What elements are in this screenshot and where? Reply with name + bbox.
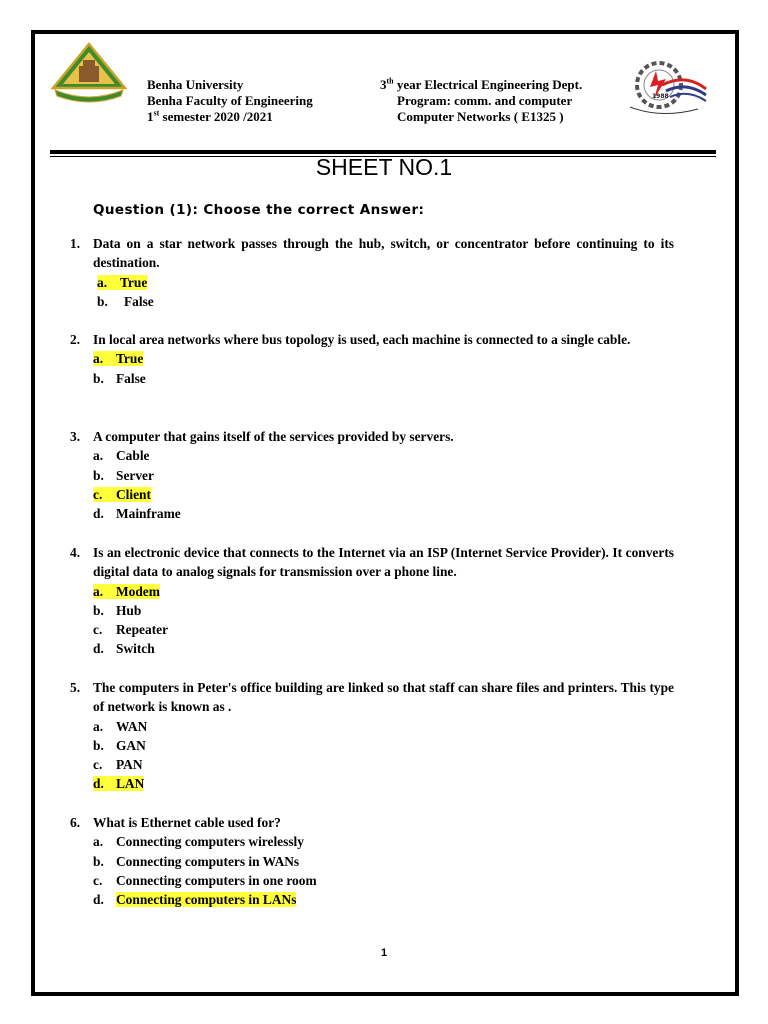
- university-name: Benha University: [147, 77, 244, 92]
- option-a: a. Connecting computers wirelessly: [93, 834, 304, 850]
- correct-answer-highlight: a. True: [93, 351, 144, 367]
- option-b: b. Hub: [93, 602, 142, 618]
- question-stem: The computers in Peter's office building are linked so that staff can share files and printers. This type of network is known as .: [93, 680, 674, 715]
- question-2: [70, 330, 674, 388]
- question-stem: In local area networks where bus topology is used, each machine is connected to a single cable.: [93, 332, 631, 347]
- question-number: 5.: [70, 680, 81, 695]
- option-c: c. Repeater: [93, 622, 169, 638]
- option-a: [93, 349, 674, 368]
- program-line: Program: comm. and computer: [397, 93, 573, 108]
- header-left: [147, 77, 313, 125]
- question-6: [70, 813, 674, 909]
- option-b: b. Server: [93, 467, 154, 483]
- question-heading: Question (1): Choose the correct Answer:: [93, 202, 425, 218]
- option-c: c. Connecting computers in one room: [93, 872, 317, 888]
- question-number: 3.: [70, 429, 81, 444]
- option-a: a. WAN: [93, 718, 148, 734]
- question-stem: What is Ethernet cable used for?: [93, 815, 281, 830]
- option-a: [97, 273, 674, 292]
- correct-answer-highlight: Connecting computers in LANs: [116, 892, 297, 908]
- option-d: d. Mainframe: [93, 506, 181, 522]
- question-number: 4.: [70, 545, 81, 560]
- header-right: [380, 77, 582, 125]
- option-a: a. Cable: [93, 448, 150, 464]
- benha-university-logo: [49, 42, 129, 104]
- question-stem: Data on a star network passes through the hub, switch, or concentrator before continuing to its destination.: [93, 236, 674, 271]
- option-a: [93, 582, 674, 601]
- option-c: c. PAN: [93, 757, 143, 773]
- course-line: Computer Networks ( E1325 ): [397, 109, 564, 124]
- question-5: [70, 678, 674, 794]
- question-4: [70, 543, 674, 659]
- question-number: 2.: [70, 332, 81, 347]
- option-d: [93, 774, 674, 793]
- logo-year-text: 1988: [652, 93, 669, 100]
- question-stem: A computer that gains itself of the services provided by servers.: [93, 429, 454, 444]
- correct-answer-highlight: c. Client: [93, 486, 151, 502]
- question-number: 1.: [70, 236, 81, 251]
- option-d: d. Switch: [93, 641, 155, 657]
- correct-answer-highlight: a. True: [97, 274, 148, 290]
- faculty-name: Benha Faculty of Engineering: [147, 93, 313, 108]
- option-b: b. Connecting computers in WANs: [93, 853, 300, 869]
- option-b: b. False: [97, 293, 154, 309]
- sheet-title: SHEET NO.1: [315, 154, 453, 180]
- option-b: b. GAN: [93, 737, 146, 753]
- semester-line: 1st semester 2020 /2021: [147, 108, 273, 124]
- question-3: [70, 427, 674, 523]
- correct-answer-highlight: d. LAN: [93, 776, 145, 792]
- option-d: d. Connecting computers in LANs: [93, 892, 297, 908]
- option-c: [93, 485, 674, 504]
- faculty-of-engineering-logo: [626, 55, 708, 119]
- page-number: 1: [380, 947, 388, 959]
- year-dept-line: 3th year Electrical Engineering Dept.: [380, 76, 583, 92]
- question-number: 6.: [70, 815, 81, 830]
- option-b: b. False: [93, 370, 146, 386]
- question-stem: Is an electronic device that connects to the Internet via an ISP (Internet Service Provider). It converts digital data to analog signals for transmission over a phone line.: [93, 545, 674, 580]
- question-1: [70, 234, 674, 311]
- correct-answer-highlight: a. Modem: [93, 583, 160, 599]
